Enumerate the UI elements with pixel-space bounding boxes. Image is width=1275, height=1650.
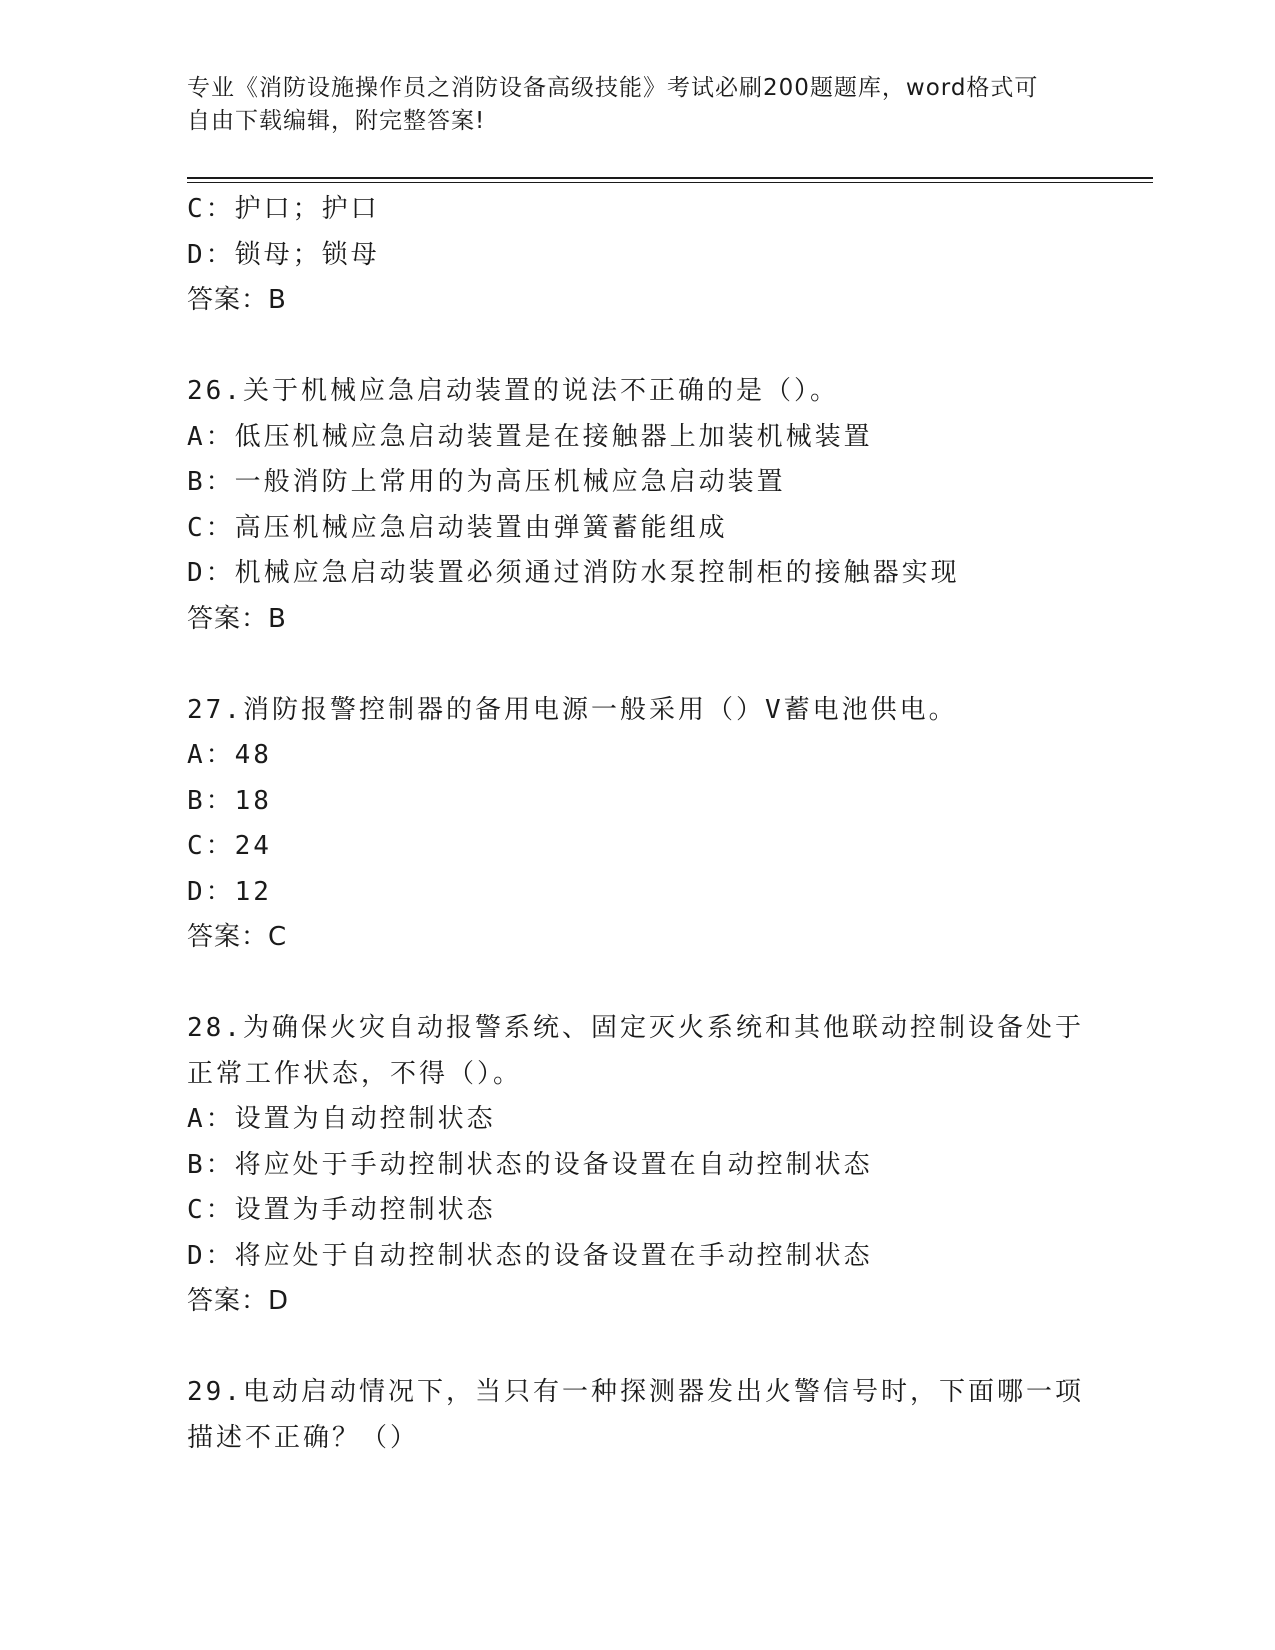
question-text: 29.电动启动情况下，当只有一种探测器发出火警信号时，下面哪一项 (187, 1377, 1084, 1407)
option-a: A：48 (187, 740, 272, 770)
option-a: A：设置为自动控制状态 (187, 1104, 496, 1134)
option-a: A：低压机械应急启动装置是在接触器上加装机械装置 (187, 421, 873, 452)
option-b: B：将应处于手动控制状态的设备设置在自动控制状态 (187, 1149, 873, 1180)
header-line-2: 自由下载编辑，附完整答案! (187, 108, 486, 134)
option-b: B：18 (187, 785, 272, 816)
spacer (187, 961, 1147, 1007)
header-rule-thin (187, 182, 1153, 183)
option-c: C：24 (187, 831, 272, 861)
option-d: D：12 (187, 876, 272, 907)
answer: 答案：C (187, 922, 288, 952)
option-d: D：锁母；锁母 (187, 239, 380, 270)
question-text: 28.为确保火灾自动报警系统、固定灭火系统和其他联动控制设备处于 (187, 1013, 1084, 1043)
option-d: D：机械应急启动装置必须通过消防水泵控制柜的接触器实现 (187, 558, 960, 588)
question-text: 26.关于机械应急启动装置的说法不正确的是（）。 (187, 376, 839, 406)
answer: 答案：D (187, 1286, 290, 1316)
header-rule-thick (187, 177, 1153, 179)
question-29 (187, 1370, 1147, 1461)
question-text-continued: 正常工作状态，不得（）。 (187, 1058, 523, 1089)
option-c: C：护口；护口 (187, 194, 380, 224)
question-25-tail (187, 187, 1147, 324)
answer: 答案：B (187, 603, 287, 634)
spacer (187, 642, 1147, 688)
question-text-continued: 描述不正确？（） (187, 1422, 420, 1453)
option-d: D：将应处于自动控制状态的设备设置在手动控制状态 (187, 1240, 873, 1271)
option-b: B：一般消防上常用的为高压机械应急启动装置 (187, 467, 786, 497)
question-27 (187, 688, 1147, 961)
spacer (187, 1325, 1147, 1371)
question-26 (187, 369, 1147, 642)
header-line-1: 专业《消防设施操作员之消防设备高级技能》考试必刷200题题库，word格式可 (187, 75, 1039, 101)
option-c: C：设置为手动控制状态 (187, 1195, 496, 1225)
question-28 (187, 1006, 1147, 1325)
document-body (187, 187, 1147, 1461)
document-header (187, 72, 1067, 138)
document-page (187, 0, 1147, 1650)
spacer (187, 324, 1147, 370)
option-c: C：高压机械应急启动装置由弹簧蓄能组成 (187, 512, 728, 543)
answer: 答案：B (187, 285, 287, 315)
question-text: 27.消防报警控制器的备用电源一般采用（）V蓄电池供电。 (187, 694, 958, 725)
